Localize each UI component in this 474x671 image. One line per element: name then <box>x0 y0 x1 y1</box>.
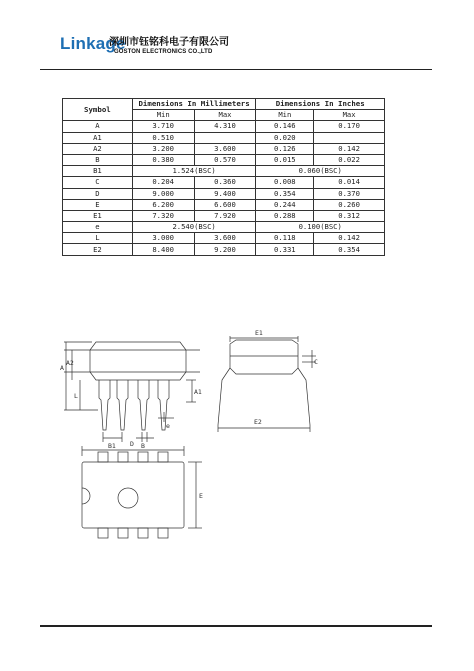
mm-min-cell: 7.320 <box>132 210 194 221</box>
mm-min-cell: 3.200 <box>132 143 194 154</box>
symbol-cell: e <box>63 222 133 233</box>
label-D: D <box>130 440 134 448</box>
in-min-cell: 0.288 <box>256 210 314 221</box>
label-A: A <box>60 364 64 372</box>
mm-max-cell: 0.360 <box>194 177 256 188</box>
mm-max-header: Max <box>194 110 256 121</box>
label-E1: E1 <box>255 329 263 337</box>
symbol-cell: A2 <box>63 143 133 154</box>
in-min-cell: 0.244 <box>256 199 314 210</box>
in-min-cell: 0.020 <box>256 132 314 143</box>
mm-max-cell: 0.570 <box>194 154 256 165</box>
in-min-cell: 0.146 <box>256 121 314 132</box>
in-max-cell: 0.022 <box>314 154 385 165</box>
in-min-cell: 0.008 <box>256 177 314 188</box>
in-max-header: Max <box>314 110 385 121</box>
mm-min-cell: 3.000 <box>132 233 194 244</box>
mm-min-cell: 3.710 <box>132 121 194 132</box>
symbol-cell: A1 <box>63 132 133 143</box>
symbol-cell: E1 <box>63 210 133 221</box>
in-max-cell: 0.260 <box>314 199 385 210</box>
in-min-cell: 0.015 <box>256 154 314 165</box>
in-bsc-cell: 0.060(BSC) <box>256 166 385 177</box>
company-name-chinese: 深圳市钰铭科电子有限公司 <box>109 37 229 48</box>
mm-min-cell: 9.000 <box>132 188 194 199</box>
mm-max-cell: 7.920 <box>194 210 256 221</box>
side-view-drawing <box>64 342 200 442</box>
end-view-drawing <box>218 336 316 432</box>
symbol-cell: L <box>63 233 133 244</box>
in-max-cell: 0.354 <box>314 244 385 255</box>
mm-max-cell: 9.200 <box>194 244 256 255</box>
label-B1: B1 <box>108 442 116 450</box>
in-bsc-cell: 0.100(BSC) <box>256 222 385 233</box>
label-A1: A1 <box>194 388 202 396</box>
mm-bsc-cell: 2.540(BSC) <box>132 222 256 233</box>
symbol-cell: B1 <box>63 166 133 177</box>
in-min-header: Min <box>256 110 314 121</box>
footer-rule <box>40 625 432 627</box>
mm-max-cell: 6.600 <box>194 199 256 210</box>
mm-max-cell: 4.310 <box>194 121 256 132</box>
inches-header: Dimensions In Inches <box>256 99 385 110</box>
millimeters-header: Dimensions In Millimeters <box>132 99 256 110</box>
mm-max-cell: 3.600 <box>194 143 256 154</box>
mm-max-cell: 3.600 <box>194 233 256 244</box>
symbol-cell: C <box>63 177 133 188</box>
mm-min-header: Min <box>132 110 194 121</box>
mm-min-cell: 8.400 <box>132 244 194 255</box>
mm-max-cell: 9.400 <box>194 188 256 199</box>
mm-min-cell: 0.204 <box>132 177 194 188</box>
in-min-cell: 0.354 <box>256 188 314 199</box>
symbol-cell: A <box>63 121 133 132</box>
symbol-cell: E <box>63 199 133 210</box>
mm-min-cell: 0.510 <box>132 132 194 143</box>
symbol-header: Symbol <box>63 99 133 121</box>
symbol-cell: D <box>63 188 133 199</box>
symbol-cell: B <box>63 154 133 165</box>
mm-min-cell: 0.380 <box>132 154 194 165</box>
label-e: e <box>166 422 170 430</box>
in-max-cell: 0.142 <box>314 233 385 244</box>
in-max-cell: 0.170 <box>314 121 385 132</box>
label-E: E <box>199 492 203 500</box>
mm-min-cell: 6.200 <box>132 199 194 210</box>
in-max-cell: 0.014 <box>314 177 385 188</box>
mm-bsc-cell: 1.524(BSC) <box>132 166 256 177</box>
label-C: C <box>314 358 318 366</box>
label-A2: A2 <box>66 359 74 367</box>
in-max-cell: 0.370 <box>314 188 385 199</box>
top-view-drawing <box>82 446 202 538</box>
in-max-cell: 0.142 <box>314 143 385 154</box>
in-min-cell: 0.331 <box>256 244 314 255</box>
company-logo: Linkage <box>60 34 126 53</box>
company-name-english: GOSTON ELECTRONICS CO.,LTD <box>114 49 213 55</box>
in-min-cell: 0.126 <box>256 143 314 154</box>
label-L: L <box>74 392 78 400</box>
in-min-cell: 0.118 <box>256 233 314 244</box>
symbol-cell: E2 <box>63 244 133 255</box>
in-max-cell: 0.312 <box>314 210 385 221</box>
label-E2: E2 <box>254 418 262 426</box>
label-B: B <box>141 442 145 450</box>
